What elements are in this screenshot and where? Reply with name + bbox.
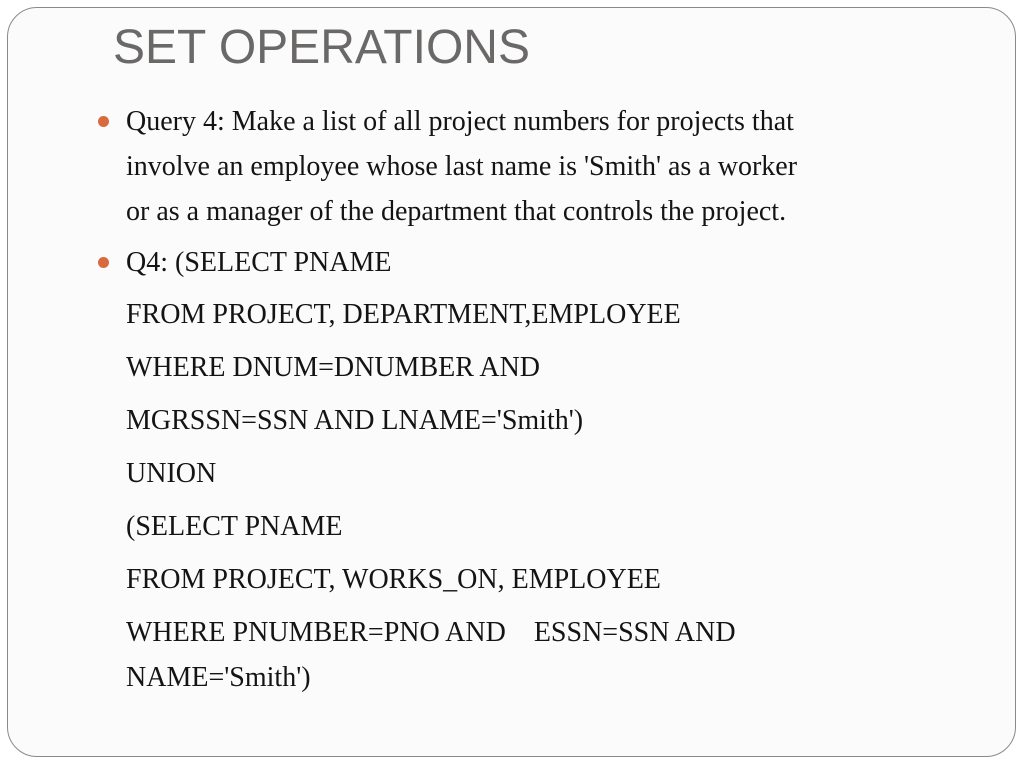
code-line: FROM PROJECT, DEPARTMENT,EMPLOYEE: [126, 299, 681, 330]
code-line: MGRSSN=SSN AND LNAME='Smith'): [126, 405, 584, 436]
bullet-dot-icon: [98, 257, 109, 268]
bullet-1-line-3: or as a manager of the department that controls the project.: [126, 196, 787, 227]
code-line: WHERE DNUM=DNUMBER AND: [126, 352, 541, 383]
code-line: NAME='Smith'): [126, 662, 311, 693]
code-line: FROM PROJECT, WORKS_ON, EMPLOYEE: [126, 564, 661, 595]
slide-title: SET OPERATIONS: [113, 21, 530, 74]
bullet-dot-icon: [98, 116, 109, 127]
bullet-2-label: Q4: (SELECT PNAME: [126, 247, 392, 278]
bullet-1-line-2: involve an employee whose last name is 'Smith' as a worker: [126, 151, 798, 182]
code-line: (SELECT PNAME: [126, 511, 343, 542]
bullet-1-line-1: Query 4: Make a list of all project numbers for projects that: [126, 106, 794, 137]
code-line: UNION: [126, 458, 217, 489]
code-line: WHERE PNUMBER=PNO AND ESSN=SSN AND: [126, 617, 736, 648]
